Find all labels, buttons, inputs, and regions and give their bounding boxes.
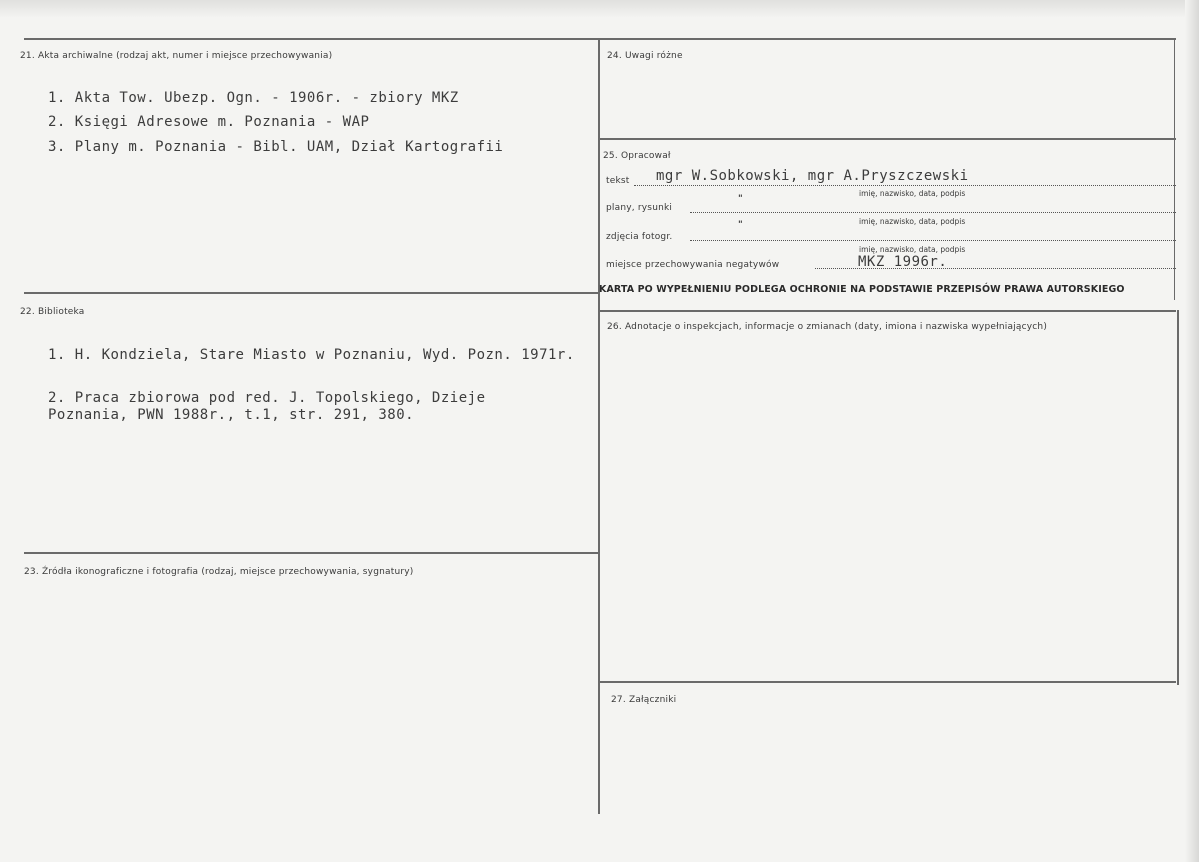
miejsce-value: MKZ 1996r. [858, 254, 948, 270]
plany-ditto-mark: " [738, 194, 743, 204]
section-26-label: 26. Adnotacje o inspekcjach, informacje o zmianach (daty, imiona i nazwiska wypełniających) [607, 322, 1048, 332]
rule-24-25 [600, 138, 1176, 140]
zdjecia-line [690, 240, 1176, 241]
top-rule [24, 38, 1176, 40]
section-27-label: 27. Załączniki [611, 695, 677, 705]
right-border-lower [1177, 310, 1179, 685]
zdjecia-ditto-mark: " [738, 220, 743, 230]
archive-item-1: 1. Akta Tow. Ubezp. Ogn. - 1906r. - zbiory MKZ [48, 90, 459, 106]
library-item-2: 2. Praca zbiorowa pod red. J. Topolskiego, Dzieje Poznania, PWN 1988r., t.1, str. 291, 380. [48, 390, 486, 423]
zdjecia-hint: imię, nazwisko, data, podpis [859, 245, 966, 254]
plany-hint: imię, nazwisko, data, podpis [859, 217, 966, 226]
tekst-hint: imię, nazwisko, data, podpis [859, 189, 966, 198]
section-22-label: 22. Biblioteka [20, 307, 85, 317]
archive-item-2: 2. Księgi Adresowe m. Poznania - WAP [48, 114, 370, 130]
rule-22-23 [24, 552, 598, 554]
rule-notice-26 [600, 310, 1176, 312]
section-24-label: 24. Uwagi różne [607, 51, 683, 61]
miejsce-label: miejsce przechowywania negatywów [606, 260, 780, 270]
archive-item-3: 3. Plany m. Poznania - Bibl. UAM, Dział Kartografii [48, 139, 504, 155]
copyright-notice: KARTA PO WYPEŁNIENIU PODLEGA OCHRONIE NA PODSTAWIE PRZEPISÓW PRAWA AUTORSKIEGO [599, 284, 1125, 295]
right-border [1174, 38, 1175, 300]
tekst-label: tekst [606, 176, 630, 186]
rule-21-22 [24, 292, 598, 294]
plany-line [690, 212, 1176, 213]
section-21-label: 21. Akta archiwalne (rodzaj akt, numer i miejsce przechowywania) [20, 51, 333, 61]
zdjecia-label: zdjęcia fotogr. [606, 232, 673, 242]
tekst-value: mgr W.Sobkowski, mgr A.Pryszczewski [656, 168, 969, 184]
tekst-line [634, 185, 1176, 186]
library-item-1: 1. H. Kondziela, Stare Miasto w Poznaniu, Wyd. Pozn. 1971r. [48, 347, 575, 363]
plany-label: plany, rysunki [606, 203, 673, 213]
section-25-label: 25. Opracował [603, 151, 671, 161]
center-divider [598, 38, 600, 814]
rule-26-27 [600, 681, 1176, 683]
section-23-label: 23. Źródła ikonograficzne i fotografia (rodzaj, miejsce przechowywania, sygnatury) [24, 567, 414, 577]
